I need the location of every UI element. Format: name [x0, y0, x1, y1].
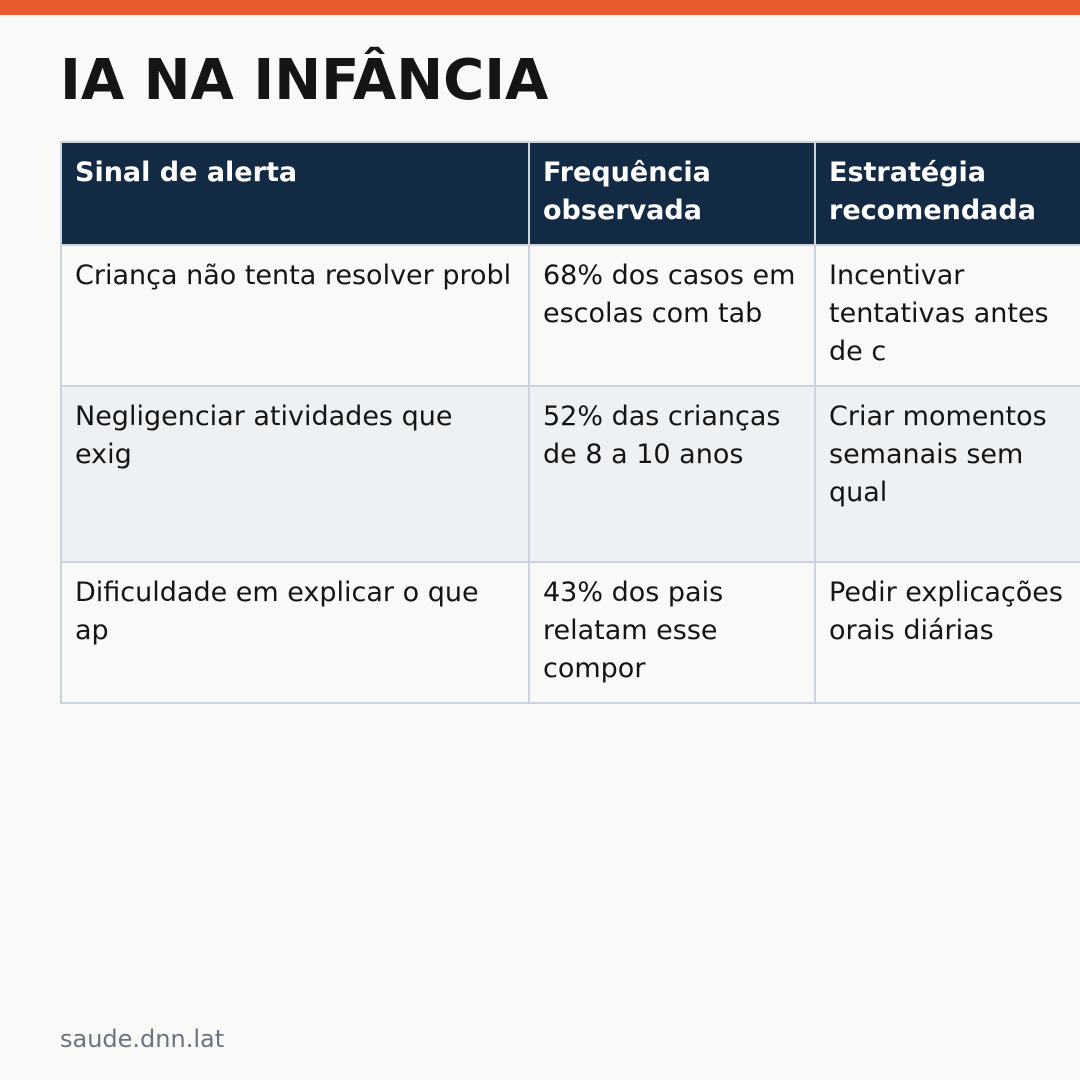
table-row	[61, 245, 1080, 386]
table-cell: 52% das crianças de 8 a 10 anos	[529, 386, 815, 562]
table-row	[61, 562, 1080, 703]
table-cell: 43% dos pais relatam esse compor	[529, 562, 815, 703]
table-header-row	[61, 142, 1080, 245]
source-footer: saude.dnn.lat	[60, 1025, 225, 1053]
table-row	[61, 386, 1080, 562]
column-header-strategy: Estratégia recomendada	[815, 142, 1080, 245]
table-cell: 68% dos casos em escolas com tab	[529, 245, 815, 386]
table-cell: Incentivar tentativas antes de c	[815, 245, 1080, 386]
table-cell: Criar momentos semanais sem qual	[815, 386, 1080, 562]
top-accent-bar	[0, 0, 1080, 15]
table-cell: Pedir explicações orais diárias	[815, 562, 1080, 703]
table-cell: Dificuldade em explicar o que ap	[61, 562, 529, 703]
column-header-alert-sign: Sinal de alerta	[61, 142, 529, 245]
column-header-frequency: Frequência observada	[529, 142, 815, 245]
table-cell: Negligenciar atividades que exig	[61, 386, 529, 562]
table-cell: Criança não tenta resolver probl	[61, 245, 529, 386]
data-table	[60, 141, 1080, 704]
page-title: IA NA INFÂNCIA	[60, 48, 549, 113]
